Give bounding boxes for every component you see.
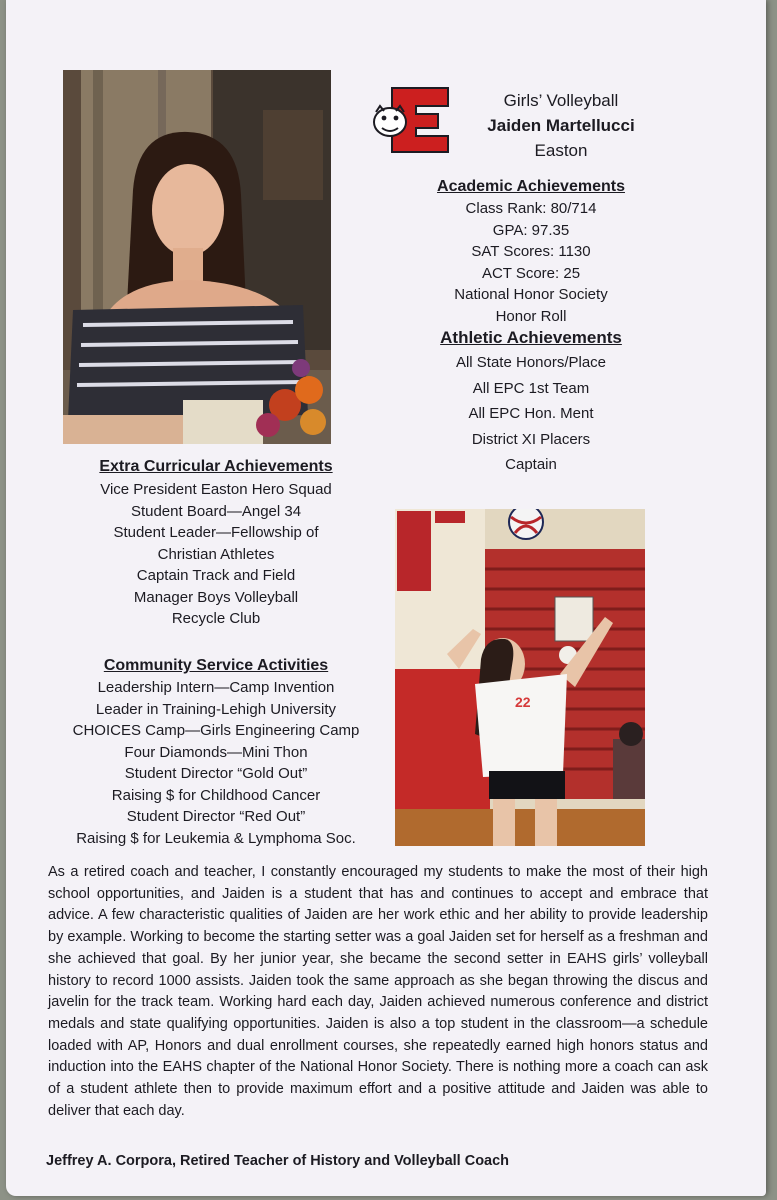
extra-item: Manager Boys Volleyball [133,588,299,606]
community-item: Raising $ for Childhood Cancer [111,786,321,804]
athlete-header [372,84,672,174]
academic-item: National Honor Society [454,286,608,303]
athletic-item: All EPC Hon. Ment [468,405,594,422]
community-item: Student Director “Red Out” [126,808,306,825]
community-item: Leadership Intern—Camp Invention [97,679,335,696]
academic-item: ACT Score: 25 [481,264,581,282]
academic-title: Academic Achievements [437,178,625,195]
academic-achievements [421,176,641,327]
coach-signature: Jeffrey A. Corpora, Retired Teacher of History and Volleyball Coach [46,1153,510,1169]
community-item: CHOICES Camp—Girls Engineering Camp [72,722,360,739]
academic-item: Class Rank: 80/714 [465,200,597,217]
athletic-achievements [421,326,641,478]
extra-item: Student Leader—Fellowship of [113,524,319,541]
athletic-item: All EPC 1st Team [472,379,590,397]
extra-item: Student Board—Angel 34 [130,502,302,520]
athletic-item: All State Honors/Place [455,354,607,371]
extra-curricular-achievements [66,455,366,630]
community-service-activities [46,655,386,849]
community-item: Student Director “Gold Out” [124,765,308,782]
academic-item: GPA: 97.35 [492,221,570,239]
athletic-title: Athletic Achievements [440,328,622,347]
athletic-item: Captain [505,456,557,473]
community-item: Four Diamonds—Mini Thon [124,743,308,761]
extra-item: Recycle Club [171,610,261,627]
extra-curricular-title: Extra Curricular Achievements [99,458,333,475]
school-name: Easton [534,141,588,160]
extra-item: Christian Athletes [157,545,275,563]
portrait-photo [63,70,331,444]
athletic-item: District XI Placers [471,430,591,448]
community-item: Leader in Training-Lehigh University [95,700,337,718]
academic-item: Honor Roll [495,307,567,325]
jersey-number: 22 [515,694,531,710]
community-service-title: Community Service Activities [103,657,329,674]
program-page [6,0,766,1196]
athlete-name: Jaiden Martellucci [487,116,635,135]
academic-item: SAT Scores: 1130 [471,243,591,260]
coach-testimonial: As a retired coach and teacher, I constantly encouraged my students to make the most of their high school opportunities, and Jaiden is a student that has and continues to accept and embrace that advice. A few characteristic qualities of Jaiden are her work ethic and her ability to provide leadership by example. Working to become the starting setter was a goal Jaiden set for herself as a freshman and she achieved that goal. By her junior year, she became the second setter in EAHS girls’ volleyball history to record 1000 assists. Jaiden took the same approach as she began throwing the discus and javelin for the track team. Working hard each day, Jaiden achieved numerous conference and district medals and state qualifying opportunities. Jaiden is also a top student in the classroom—a schedule loaded with AP, Honors and dual enrollment courses, she repeatedly earned high honors status and induction into the EAHS chapter of the National Honor Society. There is nothing more a coach can ask of a student athlete then to provide maximum effort and a positive attitude and Jaiden was able to deliver that each day. [48,864,708,1119]
sport-title: Girls’ Volleyball [503,91,619,110]
community-item: Raising $ for Leukemia & Lymphoma Soc. [76,829,356,847]
extra-item: Vice President Easton Hero Squad [100,481,332,498]
volleyball-action-photo [395,509,645,846]
red-rover-bulldog-logo-icon [372,84,452,156]
extra-item: Captain Track and Field [136,567,296,584]
